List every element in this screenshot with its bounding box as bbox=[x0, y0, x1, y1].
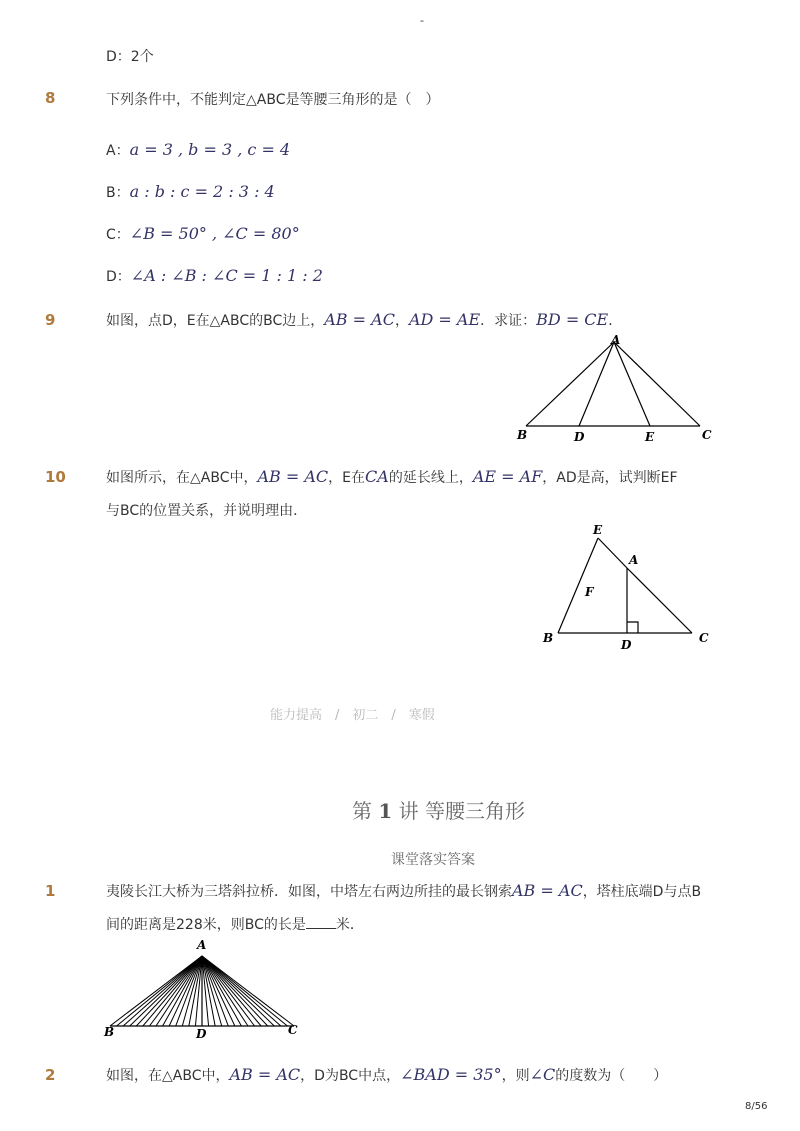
prev-option-d bbox=[106, 46, 154, 66]
option-text: 2个 bbox=[130, 49, 154, 65]
point-label-d: D bbox=[621, 638, 632, 652]
option-math: ∠B = 50° , ∠C = 80° bbox=[129, 224, 300, 243]
cable-line bbox=[110, 956, 202, 1026]
segment-ac bbox=[614, 342, 700, 426]
question-8-stem: 下列条件中，不能判定△ABC是等腰三角形的是（ ） bbox=[106, 92, 440, 108]
point-label-f: F bbox=[585, 585, 594, 599]
stem-math: AB = AC bbox=[229, 1065, 301, 1084]
option-math: ∠A : ∠B : ∠C = 1 : 1 : 2 bbox=[130, 266, 323, 285]
point-label-b: B bbox=[517, 428, 528, 442]
option-label: B： bbox=[106, 185, 130, 201]
stem-text: ，D为BC中点， bbox=[300, 1068, 401, 1084]
cable-line bbox=[202, 956, 255, 1026]
option-label: D： bbox=[106, 269, 131, 285]
question-number-8: 8 bbox=[45, 89, 56, 107]
question-10-stem bbox=[106, 467, 678, 487]
stem-math: AB = AC bbox=[324, 310, 395, 329]
answer-number-2: 2 bbox=[45, 1066, 56, 1084]
stem-math: CA bbox=[365, 467, 389, 486]
chapter-suffix: 讲 等腰三角形 bbox=[398, 799, 525, 823]
question-8-option-c bbox=[106, 224, 300, 244]
footer-breadcrumb: 能力提高 / 初二 / 寒假 bbox=[270, 708, 435, 723]
point-label-a: A bbox=[629, 553, 639, 567]
stem-text: ，则 bbox=[501, 1068, 530, 1084]
chapter-prefix: 第 bbox=[352, 799, 372, 823]
answer-number-1: 1 bbox=[45, 882, 56, 900]
header-mark: - bbox=[420, 14, 424, 27]
point-label-e: E bbox=[645, 430, 655, 444]
question-number-10: 10 bbox=[45, 468, 66, 486]
point-label-b: B bbox=[104, 1025, 115, 1039]
stem-text: 如图，在△ABC中， bbox=[106, 1068, 230, 1084]
answer-1-stem-line2 bbox=[106, 914, 364, 934]
stem-math: ∠C bbox=[529, 1065, 556, 1084]
stem-text: ， bbox=[394, 313, 409, 329]
option-label: C： bbox=[106, 227, 130, 243]
stem-text: 的延长线上， bbox=[388, 470, 473, 486]
cable-line bbox=[202, 956, 261, 1026]
stem-math: AB = AC bbox=[257, 467, 329, 486]
segment-ea bbox=[598, 538, 627, 568]
segment-ae bbox=[614, 342, 650, 426]
page-number: 8/56 bbox=[745, 1101, 768, 1112]
cable-line bbox=[143, 956, 202, 1026]
segment-ab bbox=[526, 342, 614, 426]
question-number-9: 9 bbox=[45, 311, 56, 329]
cable-line bbox=[149, 956, 202, 1026]
stem-math: AE = AF bbox=[472, 467, 543, 486]
stem-text: 如图所示，在△ABC中， bbox=[106, 470, 258, 486]
point-label-a: A bbox=[197, 938, 207, 952]
point-label-c: C bbox=[288, 1023, 298, 1037]
point-label-a: A bbox=[611, 333, 621, 347]
stem-math: ∠BAD = 35° bbox=[400, 1065, 502, 1084]
option-label: D： bbox=[106, 49, 131, 65]
stem-text: 夷陵长江大桥为三塔斜拉桥．如图，中塔左右两边所挂的最长钢索 bbox=[106, 884, 512, 900]
answer-2-stem bbox=[106, 1065, 667, 1085]
section-subtitle: 课堂落实答案 bbox=[391, 852, 475, 868]
question-8-option-a bbox=[106, 140, 290, 160]
chapter-number: 1 bbox=[378, 799, 393, 823]
stem-text: ． bbox=[608, 313, 623, 329]
option-label: A： bbox=[106, 143, 130, 159]
answer-blank bbox=[306, 916, 336, 929]
stem-text: 如图，点D，E在△ABC的BC边上， bbox=[106, 313, 325, 329]
point-label-c: C bbox=[699, 631, 709, 645]
segment-ad bbox=[579, 342, 614, 426]
stem-text: ．求证： bbox=[480, 313, 537, 329]
point-label-d: D bbox=[574, 430, 585, 444]
cable-line bbox=[202, 956, 294, 1026]
question-9-stem bbox=[106, 310, 622, 330]
right-angle-mark bbox=[627, 622, 638, 633]
question-10-stem-line2: 与BC的位置关系，并说明理由． bbox=[106, 503, 308, 519]
question-8-option-b bbox=[106, 182, 275, 202]
chapter-title bbox=[352, 795, 525, 824]
point-label-d: D bbox=[196, 1027, 207, 1041]
question-8-option-d bbox=[106, 266, 323, 286]
point-label-b: B bbox=[543, 631, 554, 645]
stem-text: ，AD是高，试判断EF bbox=[542, 470, 678, 486]
stem-math: AB = AC bbox=[512, 881, 583, 900]
stem-text: ，E在 bbox=[328, 470, 366, 486]
stem-text: 间的距离是228米，则BC的长是 bbox=[106, 917, 306, 933]
answer-1-stem bbox=[106, 881, 701, 901]
stem-text: ，塔柱底端D与点B bbox=[582, 884, 702, 900]
stem-math: AD = AE bbox=[408, 310, 481, 329]
stem-text: 的度数为（ ） bbox=[555, 1068, 668, 1084]
option-math: a : b : c = 2 : 3 : 4 bbox=[129, 182, 275, 201]
stem-text: 米． bbox=[335, 917, 364, 933]
segment-ac bbox=[627, 568, 692, 633]
option-math: a = 3 , b = 3 , c = 4 bbox=[129, 140, 291, 159]
question-10-figure bbox=[535, 518, 725, 658]
point-label-c: C bbox=[702, 428, 712, 442]
point-label-e: E bbox=[593, 523, 603, 537]
stem-math: BD = CE bbox=[536, 310, 609, 329]
answer-1-figure bbox=[100, 936, 310, 1044]
question-9-figure bbox=[510, 330, 720, 448]
